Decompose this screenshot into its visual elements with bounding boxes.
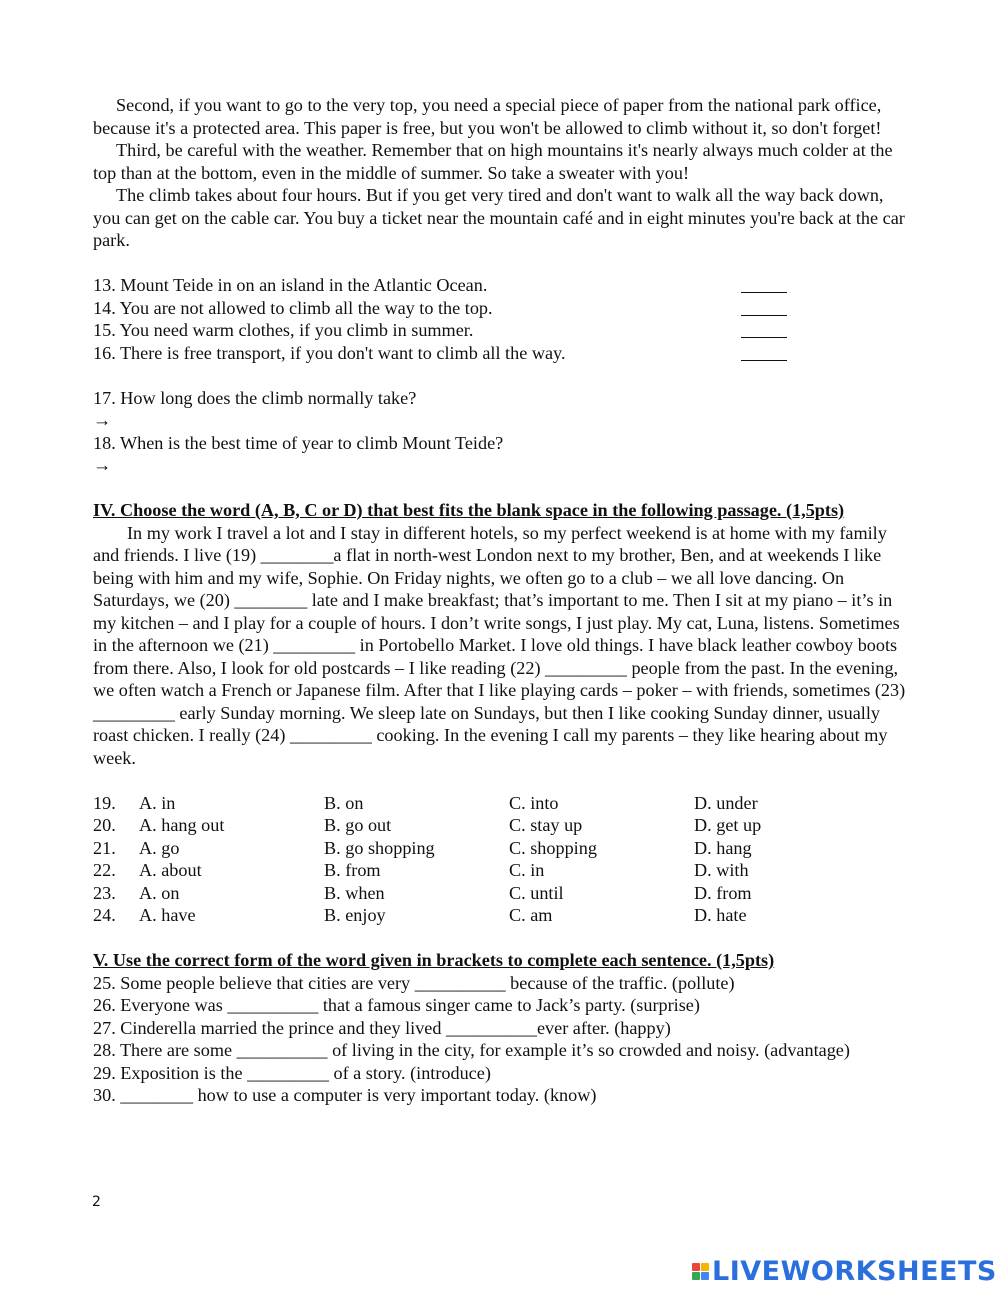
option-c[interactable]: C. am: [509, 905, 553, 925]
option-d[interactable]: D. get up: [694, 815, 762, 835]
brand-logo: [692, 1256, 997, 1287]
brand-name: LIVEWORKSHEETS: [712, 1256, 997, 1287]
option-number: 22.: [93, 860, 116, 880]
question-text: 17. How long does the climb normally take?: [93, 387, 417, 408]
answer-blank[interactable]: [741, 342, 787, 361]
option-row: [93, 814, 915, 837]
option-a[interactable]: A. go: [139, 837, 180, 858]
option-c[interactable]: C. into: [509, 792, 559, 813]
option-b[interactable]: B. enjoy: [324, 905, 386, 925]
option-row: [93, 859, 915, 882]
true-false-statement: 16. There is free transport, if you don't want to climb all the way.: [93, 342, 566, 363]
option-d[interactable]: D. from: [694, 882, 752, 903]
true-false-statement: 14. You are not allowed to climb all the way to the top.: [93, 297, 493, 318]
option-c[interactable]: C. until: [509, 882, 564, 903]
option-b[interactable]: B. go out: [324, 815, 392, 835]
option-c[interactable]: C. shopping: [509, 837, 597, 858]
true-false-item: [93, 274, 915, 297]
option-b[interactable]: B. when: [324, 882, 385, 903]
logo-square: [692, 1263, 700, 1271]
liveworksheets-logo-icon: [692, 1263, 709, 1280]
worksheet-page: [93, 94, 915, 1107]
true-false-item: [93, 319, 915, 342]
option-a[interactable]: A. about: [139, 860, 202, 880]
word-form-item: 28. There are some __________ of living in the city, for example it’s so crowded and noisy. (advantage): [93, 1040, 850, 1060]
word-form-item: 27. Cinderella married the prince and they lived __________ever after. (happy): [93, 1017, 671, 1038]
page-number: 2: [92, 1194, 101, 1210]
answer-arrow-icon[interactable]: →: [93, 455, 112, 475]
reading-paragraph: Second, if you want to go to the very top, you need a special piece of paper from the national park office, because it's a protected area. This paper is free, but you won't be allowed to climb without it, so don't forget!: [93, 95, 882, 138]
option-a[interactable]: A. on: [139, 882, 180, 903]
section-heading: V. Use the correct form of the word given in brackets to complete each sentence. (1,5pts): [93, 950, 775, 970]
option-number: 20.: [93, 815, 116, 835]
logo-square: [692, 1272, 700, 1280]
option-number: 23.: [93, 882, 116, 903]
cloze-passage: In my work I travel a lot and I stay in different hotels, so my perfect weekend is at home with my family and friends. I live (19) ________a flat in north-west London next to my brother, Ben, and at weekends I like being with him and my wife, Sophie. On Friday nights, we often go to a club – we all love dancing. On Saturdays, we (20) ________ late and I make breakfast; that’s important to me. Then I sit at my piano – it’s in my kitchen – and I play for a couple of hours. I don’t write songs, I just play. My cat, Luna, listens. Sometimes in the afternoon we (21) _________ in Portobello Market. I love old things. I have black leather cowboy boots from there. Also, I look for old postcards – I like reading (22) _________ people from the past. In the evening, we often watch a French or Japanese film. After that I like playing cards – poker – with friends, sometimes (23) _________ early Sunday morning. We sleep late on Sundays, but then I like cooking Sunday dinner, usually roast chicken. I really (24) _________ cooking. In the evening I call my parents – they like hearing about my week.: [93, 522, 906, 768]
answer-blank[interactable]: [741, 297, 787, 316]
answer-blank[interactable]: [741, 274, 787, 293]
true-false-statement: 15. You need warm clothes, if you climb in summer.: [93, 320, 474, 340]
option-c[interactable]: C. in: [509, 860, 545, 880]
option-number: 21.: [93, 837, 116, 858]
word-form-item: 29. Exposition is the _________ of a story. (introduce): [93, 1062, 491, 1083]
option-number: 19.: [93, 792, 116, 813]
reading-paragraph: Third, be careful with the weather. Remember that on high mountains it's nearly always much colder at the top than at the bottom, even in the middle of summer. So take a sweater with you!: [93, 140, 893, 183]
option-b[interactable]: B. on: [324, 792, 364, 813]
answer-arrow-icon[interactable]: →: [93, 410, 112, 430]
option-d[interactable]: D. hate: [694, 905, 747, 925]
word-form-item: 26. Everyone was __________ that a famous singer came to Jack’s party. (surprise): [93, 995, 700, 1015]
option-b[interactable]: B. go shopping: [324, 837, 435, 858]
logo-square: [701, 1272, 709, 1280]
option-d[interactable]: D. with: [694, 860, 749, 880]
option-row: [93, 904, 915, 927]
logo-square: [701, 1263, 709, 1271]
option-a[interactable]: A. have: [139, 905, 196, 925]
option-c[interactable]: C. stay up: [509, 815, 583, 835]
option-row: [93, 837, 915, 860]
word-form-item: 25. Some people believe that cities are very __________ because of the traffic. (pollute): [93, 972, 735, 993]
option-number: 24.: [93, 905, 116, 925]
reading-paragraph: The climb takes about four hours. But if you get very tired and don't want to walk all the way back down, you can get on the cable car. You buy a ticket near the mountain café and in eight minutes you're back at the car park.: [93, 185, 905, 250]
option-row: [93, 882, 915, 905]
option-a[interactable]: A. hang out: [139, 815, 225, 835]
option-d[interactable]: D. hang: [694, 837, 752, 858]
option-a[interactable]: A. in: [139, 792, 176, 813]
true-false-statement: 13. Mount Teide in on an island in the Atlantic Ocean.: [93, 275, 488, 295]
section-heading: IV. Choose the word (A, B, C or D) that best fits the blank space in the following passage. (1,5pts): [93, 500, 845, 520]
answer-blank[interactable]: [741, 319, 787, 338]
question-text: 18. When is the best time of year to climb Mount Teide?: [93, 432, 504, 453]
true-false-item: [93, 297, 915, 320]
option-d[interactable]: D. under: [694, 792, 758, 813]
option-row: [93, 792, 915, 815]
true-false-item: [93, 342, 915, 365]
option-b[interactable]: B. from: [324, 860, 381, 880]
word-form-item: 30. ________ how to use a computer is very important today. (know): [93, 1085, 597, 1105]
